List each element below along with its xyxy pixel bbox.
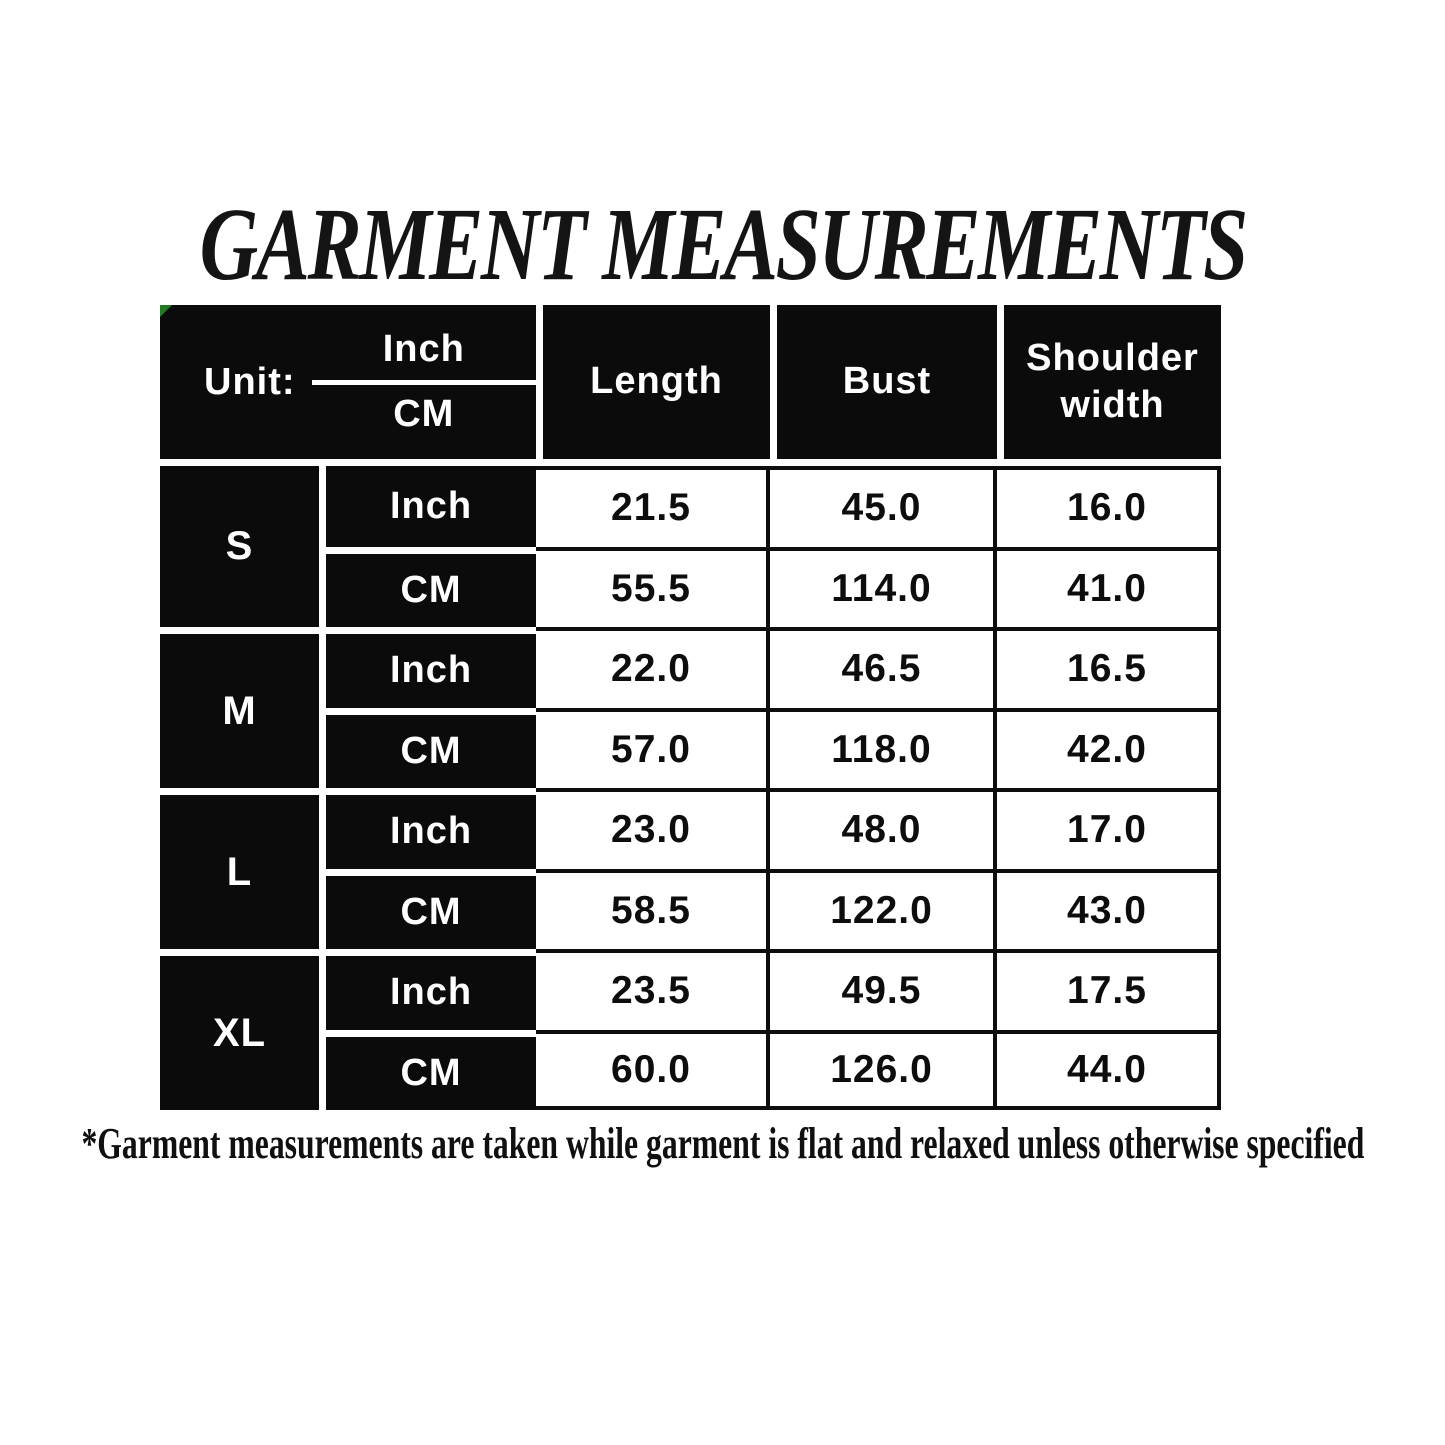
column-header-length: Length [536,305,770,466]
cell-m-cm-shoulder: 42.0 [997,708,1221,789]
page-title [0,186,1445,302]
table-row-l-inch [160,788,1221,869]
unit-row-label-inch: Inch [326,627,536,708]
size-label-s: S [160,466,326,627]
cell-xl-inch-bust: 49.5 [770,949,997,1030]
cell-m-inch-shoulder: 16.5 [997,627,1221,708]
cell-l-inch-bust: 48.0 [770,788,997,869]
unit-row-label-cm: CM [326,1030,536,1111]
unit-fraction-cm-label: CM [393,393,455,435]
footnote [0,1118,1445,1169]
unit-row-label-cm: CM [326,708,536,789]
unit-row-label-cm: CM [326,869,536,950]
cell-s-inch-bust: 45.0 [770,466,997,547]
table-row-s-inch [160,466,1221,547]
header-row [160,305,1221,466]
unit-header-cell [160,305,536,466]
cell-xl-cm-length: 60.0 [536,1030,770,1111]
cell-m-cm-bust: 118.0 [770,708,997,789]
cell-l-inch-shoulder: 17.0 [997,788,1221,869]
cell-l-inch-length: 23.0 [536,788,770,869]
cell-s-cm-bust: 114.0 [770,547,997,628]
cell-xl-inch-shoulder: 17.5 [997,949,1221,1030]
table-row-xl-inch [160,949,1221,1030]
cell-xl-inch-length: 23.5 [536,949,770,1030]
size-chart [160,305,1221,1110]
unit-row-label-inch: Inch [326,466,536,547]
cell-m-inch-bust: 46.5 [770,627,997,708]
cell-l-cm-bust: 122.0 [770,869,997,950]
cell-s-inch-shoulder: 16.0 [997,466,1221,547]
cell-xl-cm-shoulder: 44.0 [997,1030,1221,1111]
column-header-bust: Bust [770,305,997,466]
table-row-m-inch [160,627,1221,708]
cell-m-cm-length: 57.0 [536,708,770,789]
cell-l-cm-length: 58.5 [536,869,770,950]
cell-l-cm-shoulder: 43.0 [997,869,1221,950]
cell-s-cm-length: 55.5 [536,547,770,628]
cell-xl-cm-bust: 126.0 [770,1030,997,1111]
size-label-l: L [160,788,326,949]
unit-row-label-inch: Inch [326,788,536,869]
size-label-m: M [160,627,326,788]
unit-fraction [312,328,536,436]
unit-header-inner [160,305,536,459]
unit-fraction-inch-label: Inch [312,328,536,385]
cell-m-inch-length: 22.0 [536,627,770,708]
column-header-shoulder-width: Shoulder width [997,305,1221,466]
measurements-table [160,305,1221,1110]
page-title-text: GARMENT MEASUREMENTS [199,186,1246,302]
unit-row-label-cm: CM [326,547,536,628]
unit-row-label-inch: Inch [326,949,536,1030]
cell-s-cm-shoulder: 41.0 [997,547,1221,628]
cell-s-inch-length: 21.5 [536,466,770,547]
size-label-xl: XL [160,949,326,1110]
footnote-text: *Garment measurements are taken while garment is flat and relaxed unless otherwise specified [81,1119,1364,1168]
spreadsheet-corner-marker-icon [160,305,172,317]
unit-label: Unit: [204,360,296,403]
